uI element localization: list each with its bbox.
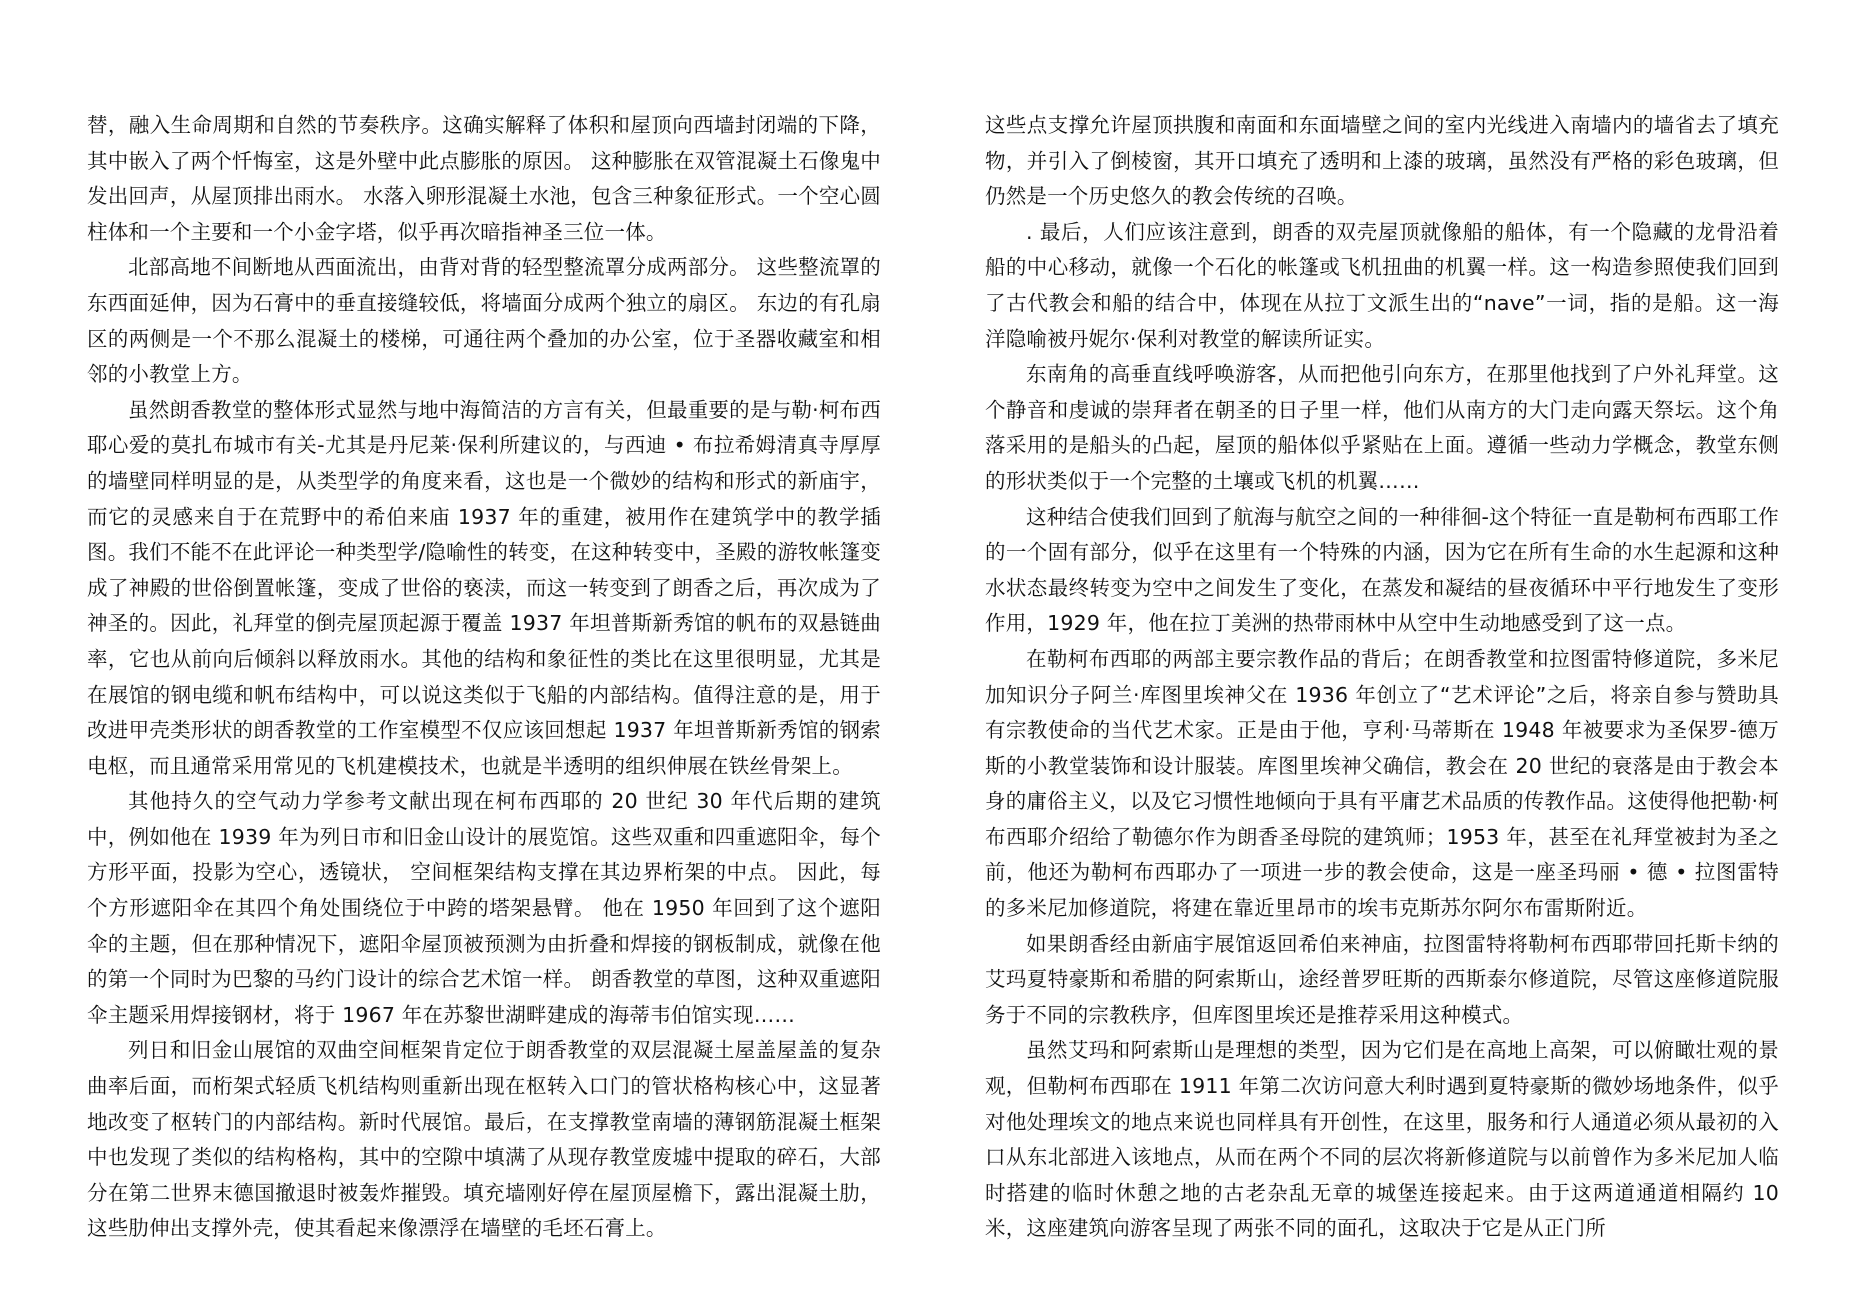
right-paragraph-2: . 最后，人们应该注意到，朗香的双壳屋顶就像船的船体，有一个隐藏的龙骨沿着船的中心移动，就像一个石化的帐篷或飞机扭曲的机翼一样。这一构造参照使我们回到了古代教会和船的结合中，体现在从拉丁文派生出的“nave”一词，指的是船。这一海洋隐喻被丹妮尔·保利对教堂的解读所证实。 [985,219,1779,351]
left-paragraph-5: 列日和旧金山展馆的双曲空间框架肯定位于朗香教堂的双层混凝土屋盖屋盖的复杂曲率后面，而桁架式轻质飞机结构则重新出现在枢转入口门的管状格构核心中，这显著地改变了枢转门的内部结构。新时代展馆。最后，在支撑教堂南墙的薄钢筋混凝土框架中也发现了类似的结构格构，其中的空隙中填满了从现存教堂废墟中提取的碎石，大部分在第二世界末德国撤退时被轰炸摧毁。填充墙刚好停在屋顶屋檐下，露出混凝土肋，这些肋伸出支撑外壳，使其看起来像漂浮在墙壁的毛坯石膏上。 [87,1038,881,1241]
left-paragraph-2: 北部高地不间断地从西面流出，由背对背的轻型整流罩分成两部分。 这些整流罩的东西面延伸，因为石膏中的垂直接缝较低，将墙面分成两个独立的扇区。 东边的有孔扇区的两侧是一个不那么混凝土的楼梯，可通往两个叠加的办公室，位于圣器收藏室和相邻的小教堂上方。 [87,255,881,387]
right-page [985,108,1779,1241]
right-paragraph-5: 在勒柯布西耶的两部主要宗教作品的背后；在朗香教堂和拉图雷特修道院，多米尼加知识分子阿兰·库图里埃神父在 1936 年创立了“艺术评论”之后，将亲自参与赞助具有宗教使命的当代艺术家。正是由于他，亨利·马蒂斯在 1948 年被要求为圣保罗-德万斯的小教堂装饰和设计服装。库图里埃神父确信，教会在 20 世纪的衰落是由于教会本身的庸俗主义，以及它习惯性地倾向于具有平庸艺术品质的传教作品。这使得他把勒·柯布西耶介绍给了勒德尔作为朗香圣母院的建筑师；1953 年，甚至在礼拜堂被封为圣之前，他还为勒柯布西耶办了一项进一步的教会使命，这是一座圣玛丽 • 德 • 拉图雷特的多米尼加修道院，将建在靠近里昂市的埃韦克斯苏尔阿尔布雷斯附近。 [985,646,1779,921]
left-paragraph-4: 其他持久的空气动力学参考文献出现在柯布西耶的 20 世纪 30 年代后期的建筑中，例如他在 1939 年为列日市和旧金山设计的展览馆。这些双重和四重遮阳伞，每个方形平面，投影为空心，透镜状， 空间框架结构支撑在其边界桁架的中点。 因此，每个方形遮阳伞在其四个角处围绕位于中跨的塔架悬臂。 他在 1950 年回到了这个遮阳伞的主题，但在那种情况下，遮阳伞屋顶被预测为由折叠和焊接的钢板制成，就像在他的第一个同时为巴黎的马约门设计的综合艺术馆一样。 朗香教堂的草图，这种双重遮阳伞主题采用焊接钢材，将于 1967 年在苏黎世湖畔建成的海蒂韦伯馆实现…… [87,789,881,1027]
right-paragraph-3: 东南角的高垂直线呼唤游客，从而把他引向东方，在那里他找到了户外礼拜堂。这个静音和虔诚的崇拜者在朝圣的日子里一样，他们从南方的大门走向露天祭坛。这个角落采用的是船头的凸起，屋顶的船体似乎紧贴在上面。遵循一些动力学概念，教堂东侧的形状类似于一个完整的土壤或飞机的机翼…… [985,362,1779,493]
left-paragraph-3: 虽然朗香教堂的整体形式显然与地中海简洁的方言有关，但最重要的是与勒·柯布西耶心爱的莫扎布城市有关-尤其是丹尼莱·保利所建议的，与西迪 • 布拉希姆清真寺厚厚的墙壁同样明显的是，从类型学的角度来看，这也是一个微妙的结构和形式的新庙宇，而它的灵感来自于在荒野中的希伯来庙 1937 年的重建，被用作在建筑学中的教学插图。我们不能不在此评论一种类型学/隐喻性的转变，在这种转变中，圣殿的游牧帐篷变成了神殿的世俗倒置帐篷，变成了世俗的亵渎，而这一转变到了朗香之后，再次成为了神圣的。因此，礼拜堂的倒壳屋顶起源于覆盖 1937 年坦普斯新秀馆的帆布的双悬链曲率，它也从前向后倾斜以释放雨水。其他的结构和象征性的类比在这里很明显，尤其是在展馆的钢电缆和帆布结构中，可以说这类似于飞船的内部结构。值得注意的是，用于改进甲壳类形状的朗香教堂的工作室模型不仅应该回想起 1937 年坦普斯新秀馆的钢索电枢，而且通常采用常见的飞机建模技术，也就是半透明的组织伸展在铁丝骨架上。 [87,397,881,778]
right-paragraph-4: 这种结合使我们回到了航海与航空之间的一种徘徊-这个特征一直是勒柯布西耶工作的一个固有部分，似乎在这里有一个特殊的内涵，因为它在所有生命的水生起源和这种水状态最终转变为空中之间发生了变化，在蒸发和凝结的昼夜循环中平行地发生了变形作用，1929 年，他在拉丁美洲的热带雨林中从空中生动地感受到了这一点。 [985,504,1779,636]
right-paragraph-7: 虽然艾玛和阿索斯山是理想的类型，因为它们是在高地上高架，可以俯瞰壮观的景观，但勒柯布西耶在 1911 年第二次访问意大利时遇到夏特豪斯的微妙场地条件，似乎对他处理埃文的地点来说也同样具有开创性，在这里，服务和行人通道必须从最初的入口从东北部进入该地点，从而在两个不同的层次将新修道院与以前曾作为多米尼加人临时搭建的临时休憩之地的古老杂乱无章的城堡连接起来。由于这两道通道相隔约 10 米，这座建筑向游客呈现了两张不同的面孔，这取决于它是从正门所 [985,1038,1779,1241]
right-paragraph-6: 如果朗香经由新庙宇展馆返回希伯来神庙，拉图雷特将勒柯布西耶带回托斯卡纳的艾玛夏特豪斯和希腊的阿索斯山，途经普罗旺斯的西斯泰尔修道院，尽管这座修道院服务于不同的宗教秩序，但库图里埃还是推荐采用这种模式。 [985,931,1779,1027]
right-paragraph-1: 这些点支撑允许屋顶拱腹和南面和东面墙壁之间的室内光线进入南墙内的墙省去了填充物，并引入了倒棱窗，其开口填充了透明和上漆的玻璃，虽然没有严格的彩色玻璃，但仍然是一个历史悠久的教会传统的召唤。 [985,113,1779,209]
left-page [87,108,881,1241]
left-paragraph-1: 替，融入生命周期和自然的节奏秩序。这确实解释了体积和屋顶向西墙封闭端的下降，其中嵌入了两个忏悔室，这是外壁中此点膨胀的原因。 这种膨胀在双管混凝土石像鬼中发出回声，从屋顶排出雨水。 水落入卵形混凝土水池，包含三种象征形式。一个空心圆柱体和一个主要和一个小金字塔，似乎再次暗指神圣三位一体。 [87,113,881,244]
